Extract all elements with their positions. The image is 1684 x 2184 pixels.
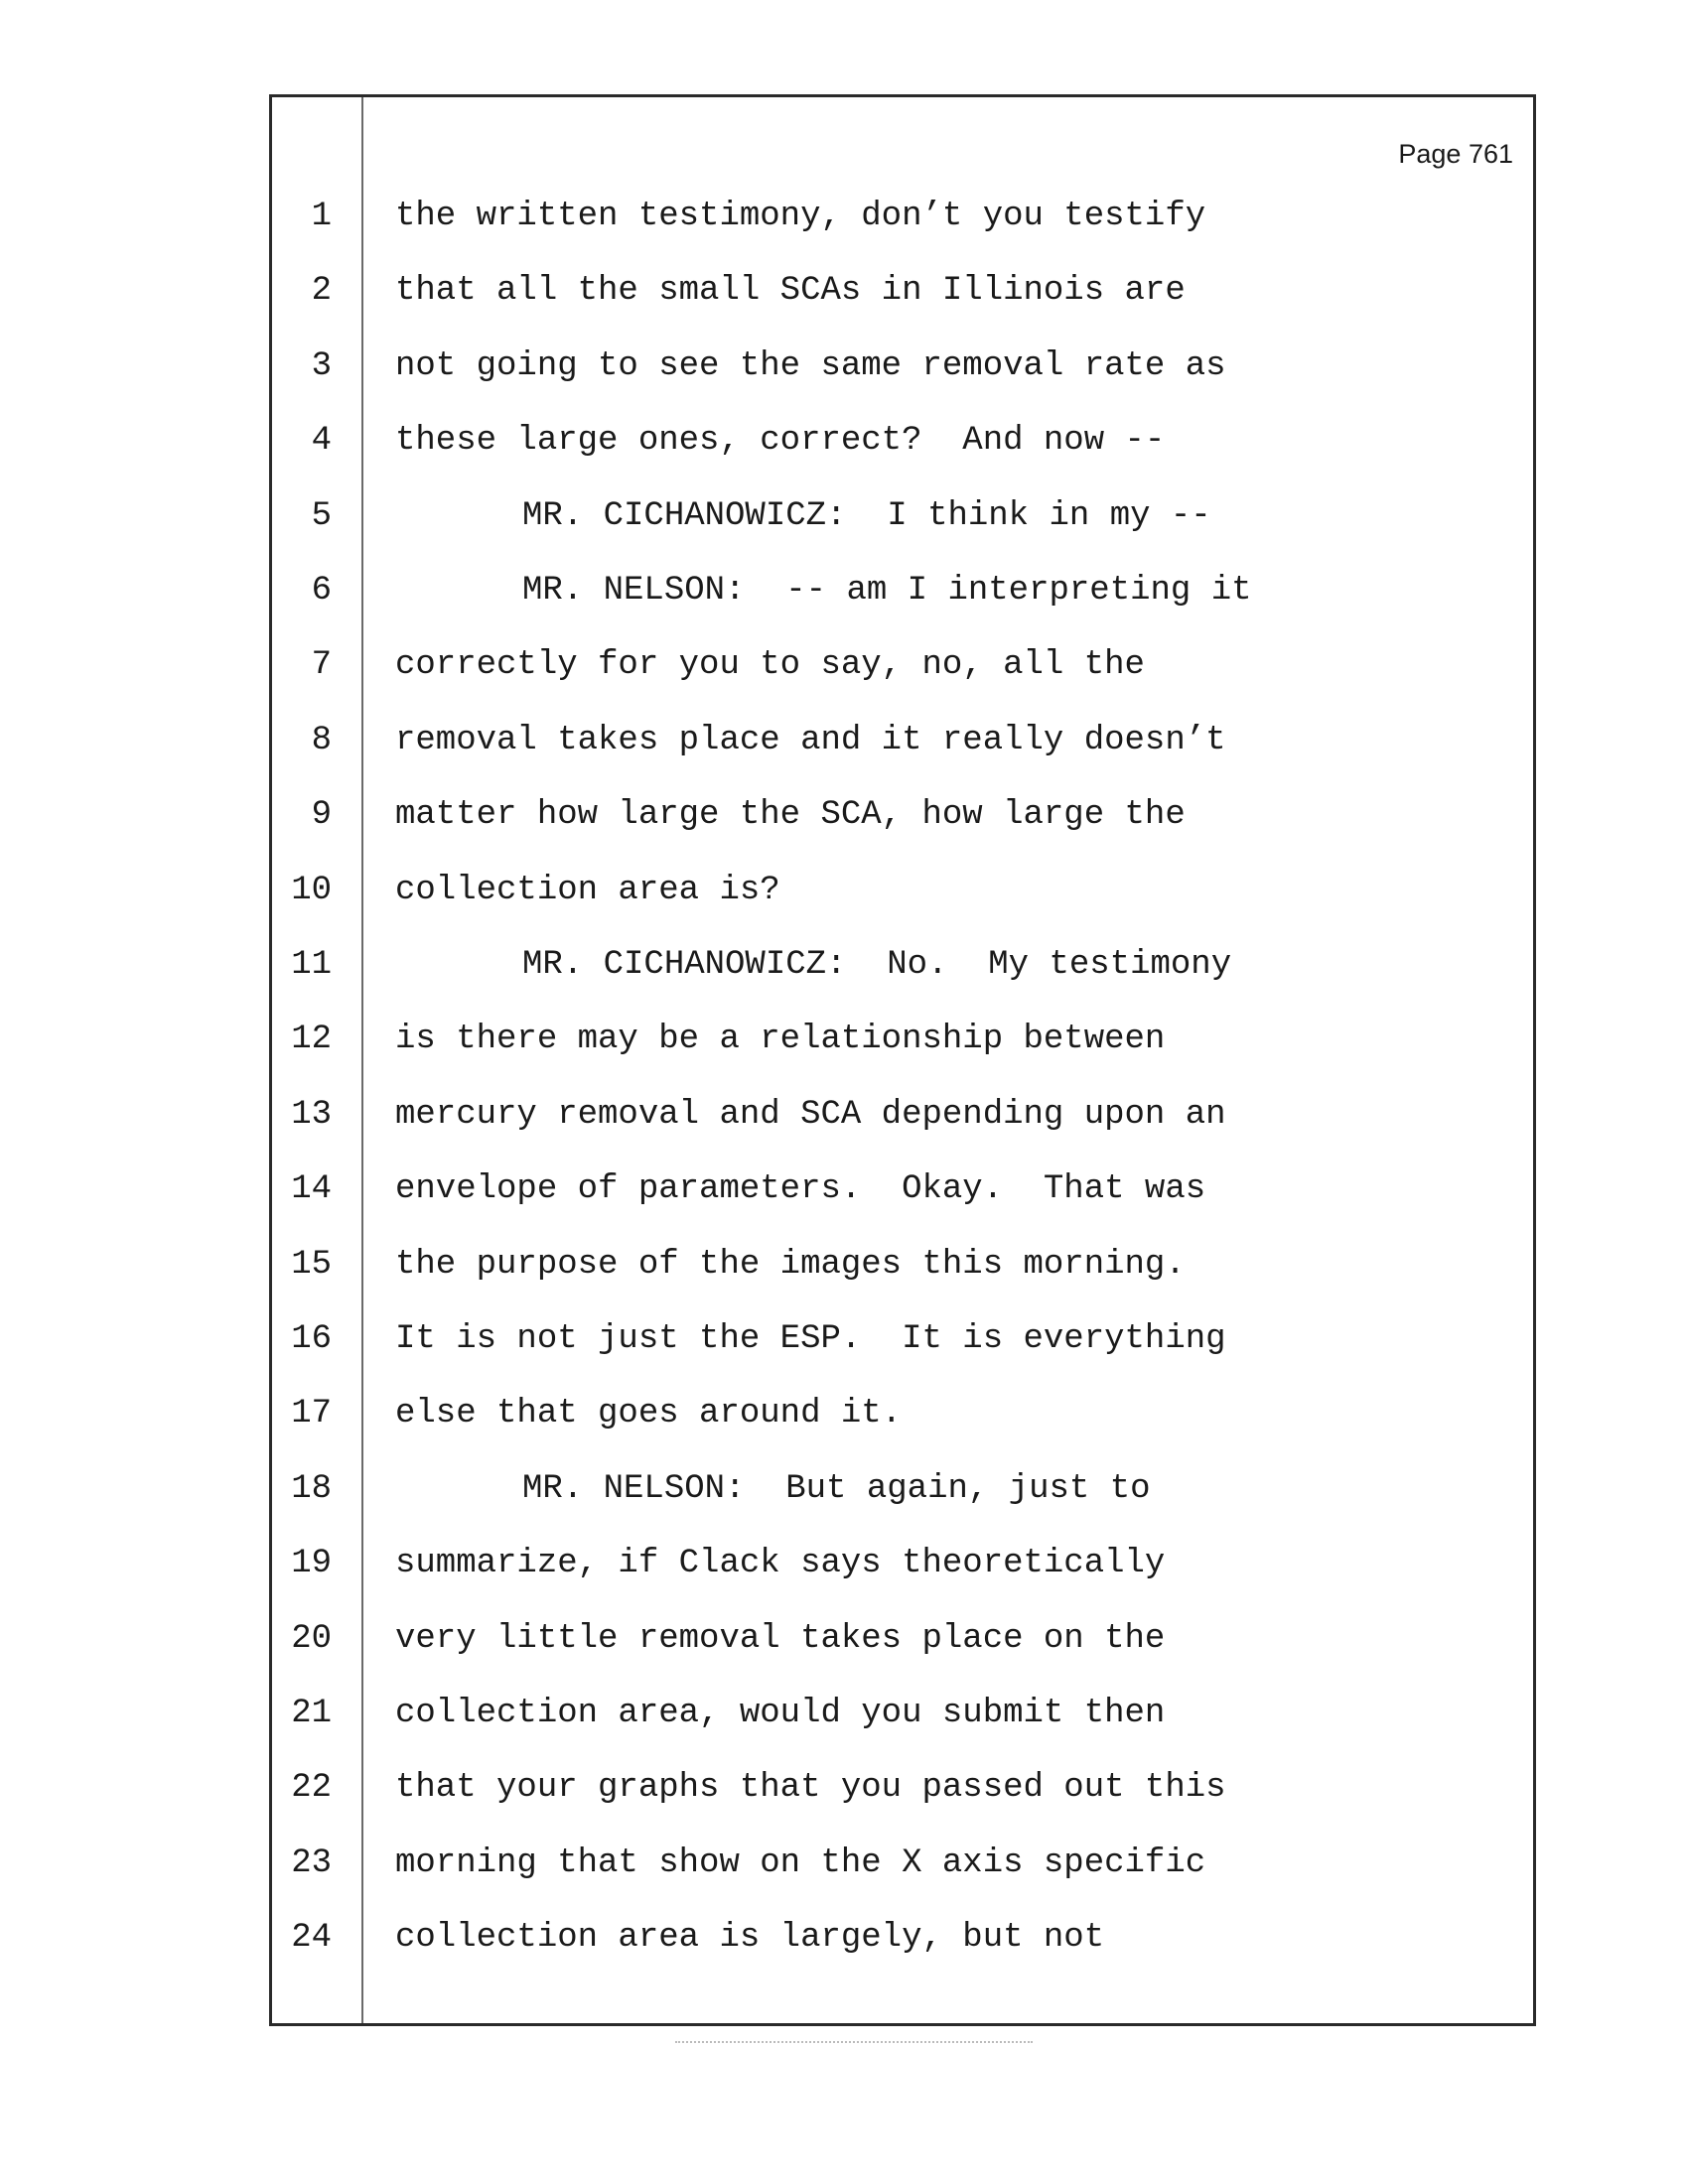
line-number: 11 (291, 946, 332, 984)
line-text: mercury removal and SCA depending upon an (395, 1095, 1226, 1134)
transcript-line (272, 1309, 1533, 1369)
transcript-line (272, 635, 1533, 695)
line-number: 3 (311, 346, 332, 385)
transcript-line (272, 1010, 1533, 1069)
transcript-line (272, 1908, 1533, 1968)
line-text: is there may be a relationship between (395, 1021, 1166, 1059)
speaker-line-text: MR. NELSON: But again, just to (522, 1469, 1151, 1508)
line-text: collection area, would you submit then (395, 1695, 1166, 1732)
line-number: 14 (291, 1170, 332, 1209)
line-number: 20 (291, 1619, 332, 1658)
line-text: matter how large the SCA, how large the (395, 796, 1186, 835)
transcript-line (272, 337, 1533, 396)
transcript-line (272, 187, 1533, 246)
line-number: 1 (311, 198, 332, 235)
speaker-line-text: MR. NELSON: -- am I interpreting it (522, 572, 1252, 610)
transcript-line (272, 1085, 1533, 1145)
page-number: Page 761 (1398, 139, 1513, 169)
speaker-line-text: MR. CICHANOWICZ: I think in my -- (522, 496, 1211, 535)
transcript-line (272, 1160, 1533, 1219)
speaker-line-text: MR. CICHANOWICZ: No. My testimony (522, 946, 1232, 984)
line-text: else that goes around it. (395, 1395, 903, 1433)
line-text: that your graphs that you passed out this (395, 1769, 1226, 1808)
transcript-line (272, 1384, 1533, 1443)
transcript-line (272, 261, 1533, 321)
line-text: not going to see the same removal rate as (395, 346, 1226, 385)
transcript-line (272, 785, 1533, 845)
line-number: 5 (311, 496, 332, 535)
line-number: 21 (291, 1695, 332, 1732)
transcript-line (272, 1758, 1533, 1818)
line-text: these large ones, correct? And now -- (395, 422, 1166, 461)
line-number: 10 (291, 871, 332, 909)
line-number: 17 (291, 1395, 332, 1433)
transcript-line (272, 486, 1533, 546)
transcript-line (272, 1235, 1533, 1295)
line-text: summarize, if Clack says theoretically (395, 1545, 1166, 1583)
line-text: very little removal takes place on the (395, 1619, 1166, 1658)
line-text: removal takes place and it really doesn’t (395, 721, 1226, 759)
transcript-line (272, 561, 1533, 620)
line-number: 4 (311, 422, 332, 461)
line-text: collection area is largely, but not (395, 1919, 1105, 1958)
transcript-line (272, 711, 1533, 770)
line-number: 19 (291, 1545, 332, 1583)
transcript-line (272, 411, 1533, 471)
transcript-line (272, 861, 1533, 920)
line-number: 9 (311, 796, 332, 835)
line-number: 22 (291, 1769, 332, 1808)
line-text: that all the small SCAs in Illinois are (395, 272, 1186, 311)
transcript-line (272, 1534, 1533, 1593)
line-number: 23 (291, 1843, 332, 1882)
transcript-line (272, 1834, 1533, 1893)
line-number: 15 (291, 1245, 332, 1284)
line-number: 18 (291, 1469, 332, 1508)
scan-artifact (675, 2041, 1033, 2045)
transcript-page (269, 94, 1536, 2026)
line-text: It is not just the ESP. It is everything (395, 1320, 1226, 1358)
line-number: 7 (311, 646, 332, 685)
line-number: 2 (311, 272, 332, 311)
line-text: the purpose of the images this morning. (395, 1245, 1186, 1284)
line-text: the written testimony, don’t you testify (395, 198, 1206, 235)
transcript-line (272, 1609, 1533, 1669)
line-number: 24 (291, 1919, 332, 1958)
line-number: 13 (291, 1095, 332, 1134)
transcript-line (272, 935, 1533, 995)
line-text: collection area is? (395, 871, 780, 909)
line-text: correctly for you to say, no, all the (395, 646, 1145, 685)
transcript-line (272, 1684, 1533, 1743)
line-text: morning that show on the X axis specific (395, 1843, 1206, 1882)
line-number: 12 (291, 1021, 332, 1059)
line-text: envelope of parameters. Okay. That was (395, 1170, 1206, 1209)
line-number: 16 (291, 1320, 332, 1358)
line-number: 8 (311, 721, 332, 759)
line-number: 6 (311, 572, 332, 610)
transcript-line (272, 1459, 1533, 1519)
